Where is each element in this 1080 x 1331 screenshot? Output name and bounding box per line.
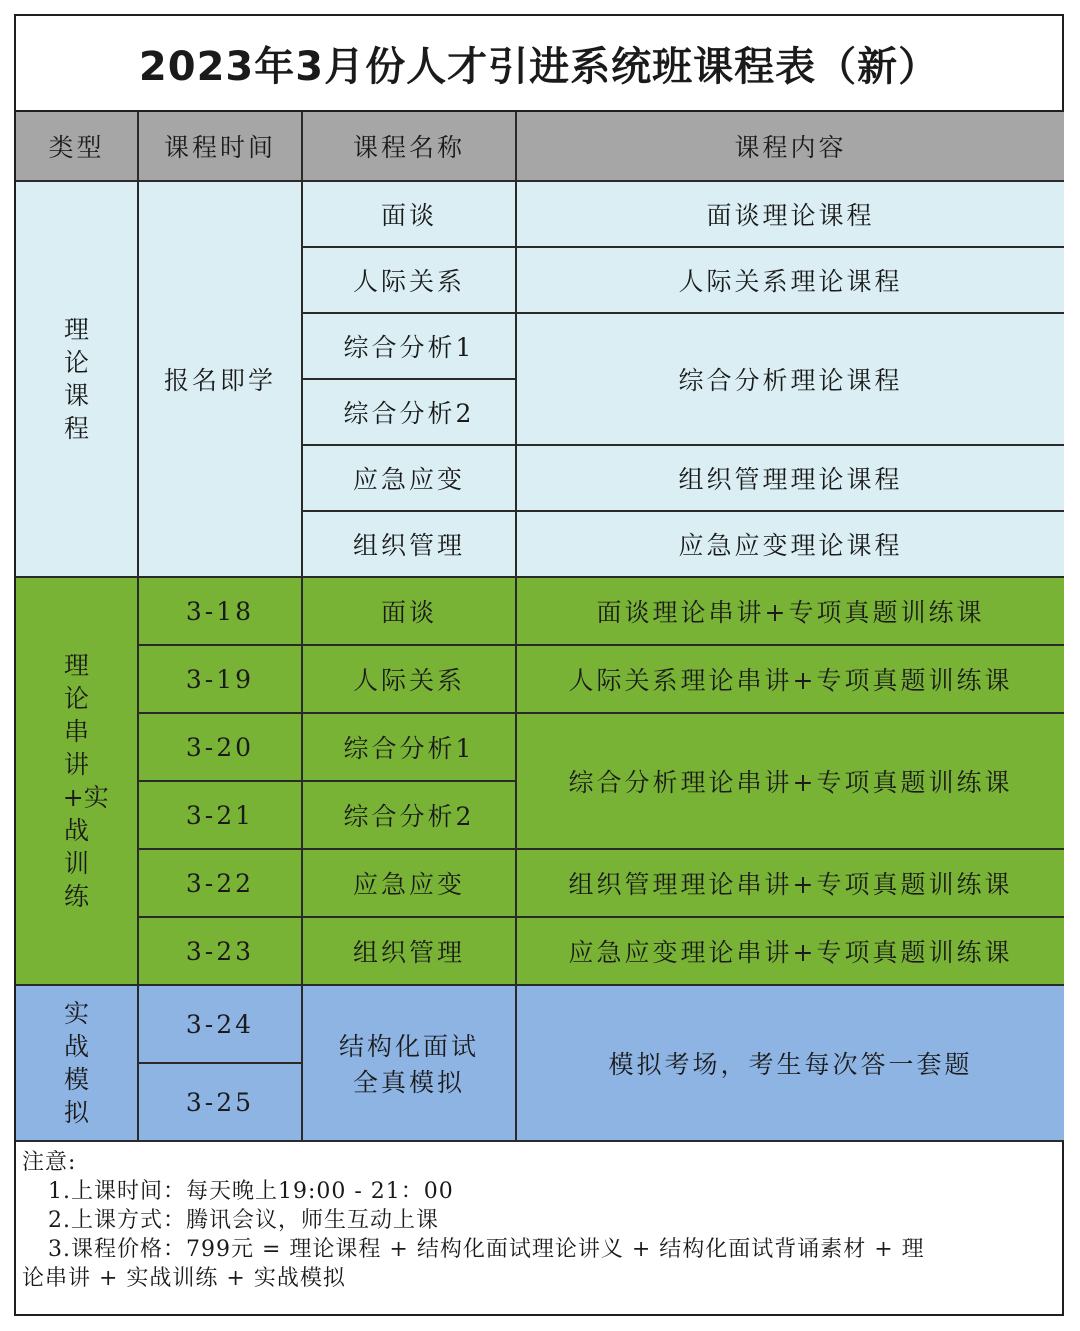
course-content: 人际关系理论课程 xyxy=(516,247,1064,313)
course-time: 3-19 xyxy=(138,645,302,713)
course-content: 组织管理理论串讲+专项真题训练课 xyxy=(516,849,1064,917)
note-line: 论串讲 + 实战训练 + 实战模拟 xyxy=(22,1266,346,1291)
course-content: 面谈理论串讲+专项真题训练课 xyxy=(516,577,1064,645)
course-time: 3-23 xyxy=(138,917,302,985)
course-content: 综合分析理论课程 xyxy=(516,313,1064,445)
course-name: 组织管理 xyxy=(302,917,516,985)
course-content: 应急应变理论课程 xyxy=(516,511,1064,577)
table-row xyxy=(16,713,1064,781)
course-name-line: 全真模拟 xyxy=(352,1068,465,1097)
notes-heading: 注意: xyxy=(22,1150,77,1175)
course-name: 面谈 xyxy=(302,577,516,645)
course-content: 综合分析理论串讲+专项真题训练课 xyxy=(516,713,1064,849)
header-content: 课程内容 xyxy=(516,112,1064,181)
course-name: 综合分析2 xyxy=(302,379,516,445)
course-time: 3-22 xyxy=(138,849,302,917)
schedule-frame xyxy=(14,14,1064,1316)
course-name: 组织管理 xyxy=(302,511,516,577)
course-name: 面谈 xyxy=(302,181,516,247)
type-theory: 理论课程 xyxy=(16,181,138,577)
type-mock: 实战模拟 xyxy=(16,985,138,1141)
course-content: 人际关系理论串讲+专项真题训练课 xyxy=(516,645,1064,713)
note-line: 2.上课方式：腾讯会议，师生互动上课 xyxy=(48,1208,439,1233)
schedule-table xyxy=(16,112,1064,1142)
course-time: 3-20 xyxy=(138,713,302,781)
header-name: 课程名称 xyxy=(302,112,516,181)
header-type: 类型 xyxy=(16,112,138,181)
course-name: 人际关系 xyxy=(302,645,516,713)
course-name-line: 结构化面试 xyxy=(338,1032,479,1061)
course-name xyxy=(302,985,516,1141)
note-line: 1.上课时间：每天晚上19:00 - 21：00 xyxy=(48,1179,454,1204)
page-title: 2023年3月份人才引进系统班课程表（新） xyxy=(16,16,1062,112)
table-row xyxy=(16,577,1064,645)
course-name: 应急应变 xyxy=(302,849,516,917)
course-time: 3-18 xyxy=(138,577,302,645)
course-name: 综合分析1 xyxy=(302,713,516,781)
course-name: 综合分析2 xyxy=(302,781,516,849)
course-content: 模拟考场，考生每次答一套题 xyxy=(516,985,1064,1141)
course-name: 综合分析1 xyxy=(302,313,516,379)
header-time: 课程时间 xyxy=(138,112,302,181)
course-name: 人际关系 xyxy=(302,247,516,313)
table-row xyxy=(16,645,1064,713)
course-time: 3-21 xyxy=(138,781,302,849)
time-theory: 报名即学 xyxy=(138,181,302,577)
course-time: 3-25 xyxy=(138,1063,302,1141)
course-name: 应急应变 xyxy=(302,445,516,511)
note-line: 3.课程价格：799元 = 理论课程 + 结构化面试理论讲义 + 结构化面试背诵素材 + 理 xyxy=(48,1237,925,1262)
type-training: 理论串讲+实战训练 xyxy=(16,577,138,985)
course-content: 应急应变理论串讲+专项真题训练课 xyxy=(516,917,1064,985)
table-row xyxy=(16,917,1064,985)
table-row xyxy=(16,181,1064,247)
course-time: 3-24 xyxy=(138,985,302,1063)
table-row xyxy=(16,985,1064,1063)
header-row xyxy=(16,112,1064,181)
course-content: 面谈理论课程 xyxy=(516,181,1064,247)
table-row xyxy=(16,849,1064,917)
notes-section xyxy=(22,1148,1052,1293)
course-content: 组织管理理论课程 xyxy=(516,445,1064,511)
